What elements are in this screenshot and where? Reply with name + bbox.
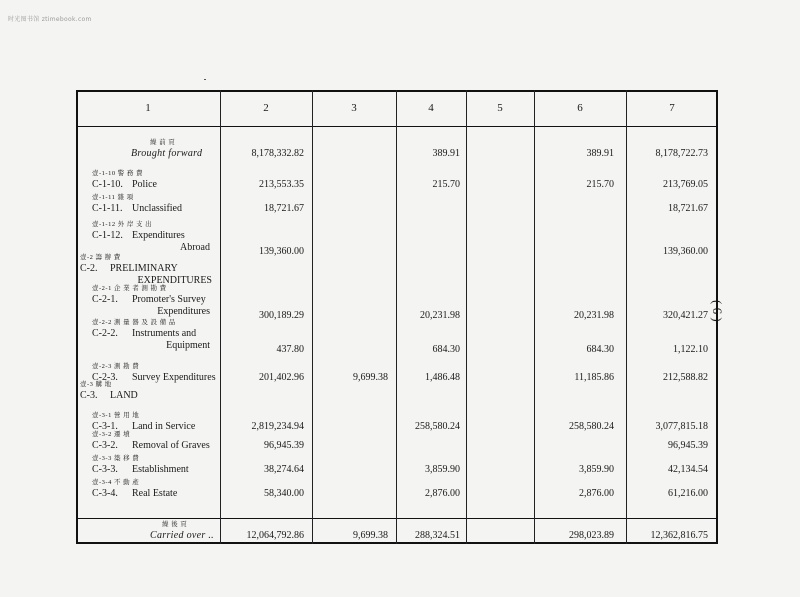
row-value-c4: 2,876.00 [425, 488, 460, 499]
row-code: C-3. [80, 390, 98, 401]
column-header-3: 3 [351, 102, 357, 114]
carried-over-col2: 12,064,792.86 [246, 530, 304, 541]
table-right-rule [716, 90, 718, 544]
column-header-5: 5 [497, 102, 503, 114]
row-code: C-2-3. [92, 372, 118, 383]
row-cjk-label: 壹-3-1 營 用 地 [92, 412, 140, 419]
column-header-2: 2 [263, 102, 269, 114]
row-value-c6: 258,580.24 [569, 421, 614, 432]
scan-speck [204, 79, 206, 80]
column-divider [534, 90, 535, 544]
row-value-c7: 320,421.27 [663, 310, 708, 321]
row-value-c7: 212,588.82 [663, 372, 708, 383]
row-label: Unclassified [132, 203, 182, 214]
row-value-c4: 1,486.48 [425, 372, 460, 383]
column-header-6: 6 [577, 102, 583, 114]
row-code: C-1-10. [92, 179, 123, 190]
row-value-c7: 42,134.54 [668, 464, 708, 475]
row-code: C-2-2. [92, 328, 118, 339]
row-label-continued: EXPENDITURES [137, 275, 212, 286]
row-code: C-2-1. [92, 294, 118, 305]
brought-forward-col6: 389.91 [586, 148, 614, 159]
row-label: Real Estate [132, 488, 178, 499]
brought-forward-label: Brought forward [131, 148, 203, 159]
row-code: C-1-12. [92, 230, 123, 241]
row-label: Police [132, 179, 157, 190]
column-header-1: 1 [145, 102, 151, 114]
row-cjk-label: 壹-3-2 遷 墳 [92, 431, 131, 438]
row-value-c7: 3,077,815.18 [655, 421, 708, 432]
brought-forward-col7: 8,178,722.73 [655, 148, 708, 159]
table-top-rule [76, 90, 718, 92]
row-label: Establishment [132, 464, 189, 475]
row-value-c4: 20,231.98 [420, 310, 460, 321]
row-cjk-label: 壹-2 籌 辦 費 [80, 254, 121, 261]
row-value-c2: 58,340.00 [264, 488, 304, 499]
row-cjk-label: 壹-1-11 雜 項 [92, 194, 134, 201]
table-bottom-rule [76, 542, 718, 544]
column-divider [626, 90, 627, 544]
column-divider [466, 90, 467, 544]
row-cjk-label: 壹-3-3 築 移 費 [92, 455, 140, 462]
carried-over-col3: 9,699.38 [353, 530, 388, 541]
row-value-c2: 18,721.67 [264, 203, 304, 214]
row-value-c4: 3,859.90 [425, 464, 460, 475]
row-code: C-3-1. [92, 421, 118, 432]
row-code: C-3-4. [92, 488, 118, 499]
row-label: Land in Service [132, 421, 196, 432]
row-cjk-label: 壹-2-2 測 量 器 及 設 備 品 [92, 319, 176, 326]
row-cjk-label: 壹-1-10 警 務 費 [92, 170, 143, 177]
row-value-c6: 20,231.98 [574, 310, 614, 321]
column-divider [220, 90, 221, 544]
row-cjk-label: 壹-1-12 外 岸 支 出 [92, 221, 153, 228]
row-label: Removal of Graves [132, 440, 210, 451]
row-label: Survey Expenditures [132, 372, 216, 383]
row-value-c7: 61,216.00 [668, 488, 708, 499]
row-label: Expenditures [132, 230, 185, 241]
row-value-c2: 96,945.39 [264, 440, 304, 451]
row-value-c2: 300,189.29 [259, 310, 304, 321]
row-code: C-2. [80, 263, 98, 274]
row-value-c2: 38,274.64 [264, 464, 304, 475]
row-value-c7: 213,769.05 [663, 179, 708, 190]
column-divider [396, 90, 397, 544]
row-value-c6: 215.70 [586, 179, 614, 190]
carried-over-label: Carried over .. [150, 530, 214, 541]
brought-forward-col4: 389.91 [432, 148, 460, 159]
column-header-4: 4 [428, 102, 434, 114]
row-cjk-label: 壹-2-1 企 業 者 測 勘 費 [92, 285, 167, 292]
row-value-c7: 1,122.10 [673, 344, 708, 355]
carried-over-col4: 288,324.51 [415, 530, 460, 541]
row-label: Promoter's Survey [132, 294, 206, 305]
header-rule [76, 126, 718, 127]
row-value-c7: 96,945.39 [668, 440, 708, 451]
row-label: PRELIMINARY [110, 263, 178, 274]
carried-over-col6: 298,023.89 [569, 530, 614, 541]
row-value-c2: 2,819,234.94 [251, 421, 304, 432]
row-cjk-label: 壹-2-3 測 勘 費 [92, 363, 140, 370]
side-page-number: ( 6 ) [710, 300, 725, 322]
row-value-c6: 11,185.86 [574, 372, 614, 383]
brought-forward-cjk: 繰 前 頁 [150, 139, 176, 146]
row-cjk-label: 壹-3 購 地 [80, 381, 112, 388]
row-code: C-1-11. [92, 203, 123, 214]
row-label-continued: Abroad [180, 242, 210, 253]
row-value-c3: 9,699.38 [353, 372, 388, 383]
carried-over-col7: 12,362,816.75 [650, 530, 708, 541]
brought-forward-col2: 8,178,332.82 [251, 148, 304, 159]
row-label: Instruments and [132, 328, 197, 339]
table-left-rule [76, 90, 78, 544]
column-divider [312, 90, 313, 544]
row-value-c6: 684.30 [586, 344, 614, 355]
row-code: C-3-3. [92, 464, 118, 475]
row-value-c6: 2,876.00 [579, 488, 614, 499]
row-label-continued: Equipment [166, 340, 210, 351]
row-value-c4: 258,580.24 [415, 421, 460, 432]
carried-over-cjk: 繰 後 頁 [162, 521, 188, 528]
row-value-c7: 18,721.67 [668, 203, 708, 214]
row-value-c2: 213,553.35 [259, 179, 304, 190]
row-value-c4: 684.30 [432, 344, 460, 355]
row-value-c2: 437.80 [276, 344, 304, 355]
row-value-c4: 215.70 [432, 179, 460, 190]
column-header-7: 7 [669, 102, 675, 114]
row-value-c6: 3,859.90 [579, 464, 614, 475]
row-value-c2: 139,360.00 [259, 246, 304, 257]
row-label-continued: Expenditures [157, 306, 210, 317]
footer-rule [76, 518, 718, 519]
row-value-c7: 139,360.00 [663, 246, 708, 257]
row-label: LAND [110, 390, 138, 401]
ledger-table [76, 90, 718, 544]
row-cjk-label: 壹-3-4 不 動 產 [92, 479, 140, 486]
row-value-c2: 201,402.96 [259, 372, 304, 383]
watermark: 时光图书馆 ztimebook.com [8, 16, 92, 23]
row-code: C-3-2. [92, 440, 118, 451]
